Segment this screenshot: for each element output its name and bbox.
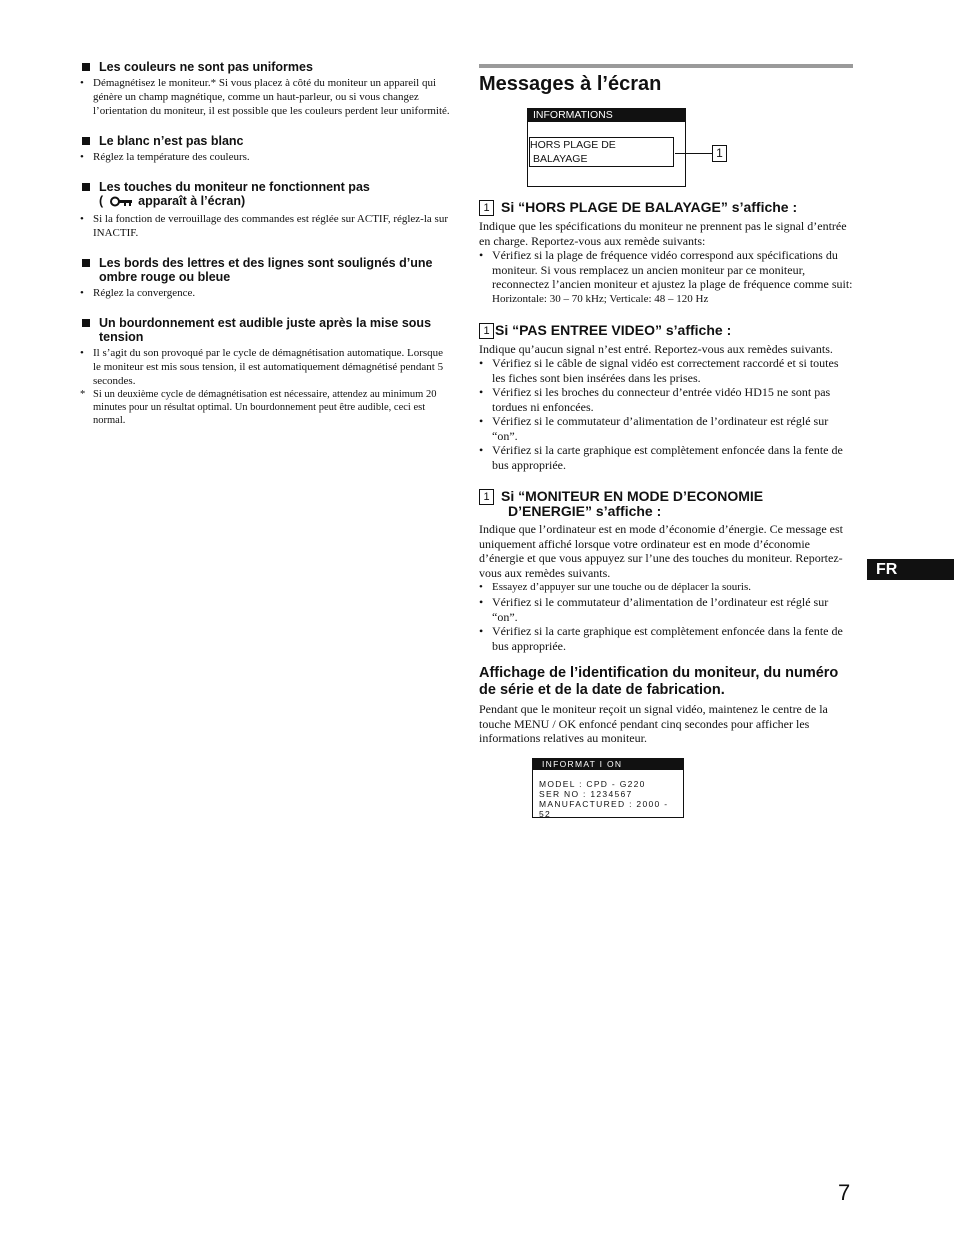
section-white [80, 134, 452, 164]
square-bullet-icon [82, 137, 90, 145]
paragraph: Pendant que le moniteur reçoit un signal vidéo, maintenez le centre de la touche MENU / OK enfoncé pendant cinq secondes pour afficher les informations relatives au moniteur. [479, 702, 828, 745]
section-heading: Les bords des lettres et des lignes sont soulignés d’une ombre rouge ou bleue [80, 256, 452, 284]
osd-window [527, 108, 686, 187]
number-box: 1 [479, 489, 494, 505]
callout-line [675, 153, 712, 154]
section-heading: Affichage de l’identification du moniteur, du numéro de série et de la date de fabrication. [479, 665, 839, 698]
frequency-range: Horizontale: 30 – 70 kHz; Verticale: 48 – 120 Hz [492, 292, 709, 305]
square-bullet-icon [82, 259, 90, 267]
bullet-item: • Réglez la convergence. [80, 287, 196, 299]
page-title: Messages à l’écran [479, 73, 662, 95]
title-rule [479, 64, 853, 68]
section-heading: 1 Si “HORS PLAGE DE BALAYAGE” s’affiche : [479, 200, 853, 216]
language-tab: FR [867, 559, 954, 580]
bullet-item: • Vérifiez si le câble de signal vidéo est correctement raccordé et si toutes les fiches sont bien insérées dans les prises. [479, 356, 839, 385]
bullet-item: • Essayez d’appuyer sur une touche ou de déplacer la souris. [479, 581, 752, 593]
osd-header: INFORMATIONS [528, 109, 685, 122]
left-column [80, 60, 452, 443]
bullet-item: • Vérifiez si le commutateur d’alimentation de l’ordinateur est réglé sur “on”. [479, 414, 829, 443]
section-heading: 1 Si “MONITEUR EN MODE D’ECONOMIE D’ENERGIE” s’affiche : [479, 489, 853, 519]
section-no-video [479, 323, 853, 473]
section-colors [80, 60, 452, 118]
section-heading: Le blanc n’est pas blanc [80, 134, 452, 148]
section-out-of-range [479, 200, 853, 306]
osd-message-box: HORS PLAGE DE BALAYAGE [529, 137, 674, 167]
bullet-item: • Si la fonction de verrouillage des commandes est réglée sur ACTIF, réglez-la sur INACTIF. [80, 213, 448, 239]
model-line: MODEL : CPD - G220 [539, 778, 646, 789]
paragraph: Indique que les spécifications du moniteur ne prennent pas le signal d’entrée en charge. Reportez-vous aux remède suivants: [479, 219, 847, 248]
bullet-item: • Vérifiez si la plage de fréquence vidéo correspond aux spécifications du moniteur. Si vous remplacez un ancien moniteur par ce moniteur, reconnectez l’ancien moniteur et ajustez la plage de fréquence comme suit: [479, 248, 853, 291]
section-monitor-info [479, 665, 853, 746]
section-power-saving [479, 489, 853, 653]
section-buttons [80, 180, 452, 240]
serial-line: SER NO : 1234567 [539, 788, 633, 799]
bullet-item: • Vérifiez si le commutateur d’alimentation de l’ordinateur est réglé sur “on”. [479, 595, 829, 624]
right-column [479, 64, 853, 818]
osd-header: INFORMAT I ON [533, 759, 683, 770]
bullet-item: • Vérifiez si les broches du connecteur d’entrée vidéo HD15 ne sont pas tordues ni enfoncées. [479, 385, 831, 414]
bullet-item: • Il s’agit du son provoqué par le cycle de démagnétisation automatique. Lorsque le moniteur est mis sous tension, il est automatiquement démagnétisé pendant 5 secondes. [80, 347, 444, 387]
bullet-item: • Démagnétisez le moniteur.* Si vous placez à côté du moniteur un appareil qui génère un champ magnétique, comme un haut-parleur, ou si vous changez l’orientation du moniteur, il est possible que les couleurs perdent leur uniformité. [80, 77, 450, 117]
section-heading: Les couleurs ne sont pas uniformes [80, 60, 452, 74]
key-icon [109, 196, 133, 210]
callout-number: 1 [712, 145, 727, 162]
section-hum [80, 316, 452, 427]
footnote: * Si un deuxième cycle de démagnétisation est nécessaire, attendez au minimum 20 minutes pour un résultat optimal. Un bourdonnement peut être audible, ceci est normal. [80, 389, 437, 426]
square-bullet-icon [82, 319, 90, 327]
bullet-item: • Vérifiez si la carte graphique est complètement enfoncée dans la fente de bus appropriée. [479, 443, 843, 472]
square-bullet-icon [82, 63, 90, 71]
paragraph: Indique qu’aucun signal n’est entré. Reportez-vous aux remèdes suivants. [479, 341, 833, 356]
section-heading: Les touches du moniteur ne fonctionnent pas ( apparaît à l’écran) [80, 180, 452, 210]
manufactured-line: MANUFACTURED : 2000 - 52 [539, 798, 669, 819]
number-box: 1 [479, 200, 494, 216]
section-edges [80, 256, 452, 300]
number-box: 1 [479, 323, 494, 339]
page-number: 7 [838, 1180, 851, 1205]
osd-info-body [533, 770, 683, 819]
section-heading: Un bourdonnement est audible juste après la mise sous tension [80, 316, 452, 344]
paragraph: Indique que l’ordinateur est en mode d’économie d’énergie. Ce message est uniquement affiché lorsque votre ordinateur est en mode d’économie d’énergie et que vous appuyez sur l’une des touches du moniteur. Reportez-vous aux remèdes suivants. [479, 522, 843, 580]
section-heading: 1 Si “PAS ENTREE VIDEO” s’affiche : [479, 323, 853, 339]
osd-illustration-2 [532, 758, 684, 818]
bullet-item: • Réglez la température des couleurs. [80, 151, 250, 163]
osd-illustration-1 [479, 108, 853, 188]
square-bullet-icon [82, 183, 90, 191]
bullet-item: • Vérifiez si la carte graphique est complètement enfoncée dans la fente de bus appropriée. [479, 624, 843, 653]
